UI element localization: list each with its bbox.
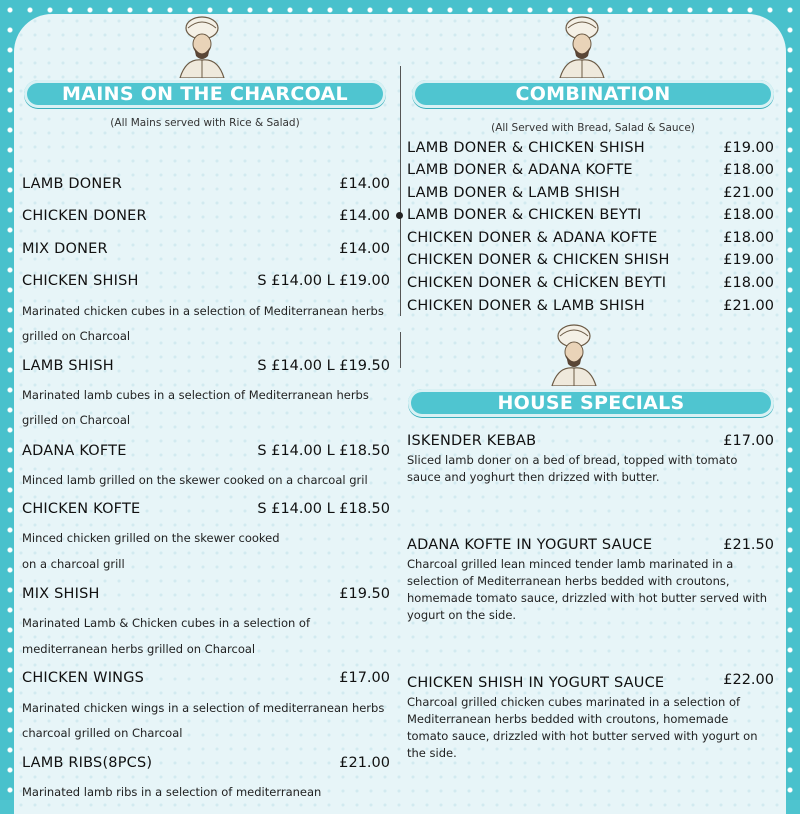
menu-item-price: £21.00 [723, 185, 774, 201]
column-divider [400, 66, 401, 316]
menu-item-desc: Mediterranean herbs bedded with croutons, homemade [407, 712, 729, 726]
menu-item-price: £14.00 [339, 241, 390, 257]
menu-item-desc: Minced chicken grilled on the skewer cooked [22, 531, 280, 545]
mains-title: MAINS ON THE CHARCOAL [24, 80, 386, 108]
menu-item-name: CHICKEN SHISH IN YOGURT SAUCE [407, 675, 665, 691]
menu-item-desc: sauce and yoghurt then drizzed with butter. [407, 470, 660, 484]
menu-item-name: ADANA KOFTE [22, 443, 127, 459]
menu-item-name: CHICKEN DONER & CHİCKEN BEYTI [407, 275, 667, 291]
combination-title: COMBINATION [412, 80, 774, 108]
menu-item-price: £18.00 [723, 207, 774, 223]
menu-item-price: £18.00 [723, 230, 774, 246]
menu-item-price: £18.00 [723, 162, 774, 178]
menu-item-desc: Charcoal grilled chicken cubes marinated in a selection of [407, 695, 741, 709]
menu-item-name: LAMB DONER [22, 176, 123, 192]
menu-item-desc: Marinated Lamb & Chicken cubes in a selection of [22, 616, 311, 630]
menu-item-price: £21.00 [339, 755, 390, 771]
menu-item-price: £21.00 [723, 298, 774, 314]
menu-item-price: £19.00 [723, 252, 774, 268]
menu-item-desc: grilled on Charcoal [22, 329, 131, 343]
menu-item-name: CHICKEN DONER [22, 208, 147, 224]
menu-item-desc: Marinated lamb ribs in a selection of mediterranean [22, 785, 322, 799]
menu-item-price: £18.00 [723, 275, 774, 291]
bullet-dot [396, 212, 403, 219]
menu-item-desc: Marinated lamb cubes in a selection of Mediterranean herbs [22, 388, 369, 402]
menu-item-desc: Charcoal grilled lean minced tender lamb marinated in a [407, 557, 734, 571]
menu-item-name: MIX DONER [22, 241, 108, 257]
menu-item-desc: Marinated chicken wings in a selection of mediterranean herbs [22, 701, 385, 715]
menu-item-name: ISKENDER KEBAB [407, 433, 537, 449]
menu-item-price: £17.00 [723, 433, 774, 449]
menu-item-name: CHICKEN KOFTE [22, 501, 141, 517]
menu-item-name: LAMB RIBS(8PCS) [22, 755, 153, 771]
menu-item-name: LAMB DONER & ADANA KOFTE [407, 162, 633, 178]
menu-item-price: £21.50 [723, 537, 774, 553]
menu-item-price: £22.00 [723, 672, 774, 688]
menu-item-price: £19.00 [723, 140, 774, 156]
menu-item-price: S £14.00 L £19.00 [257, 273, 390, 289]
menu-item-name: CHICKEN WINGS [22, 670, 145, 686]
column-divider [400, 332, 401, 368]
menu-item-name: ADANA KOFTE IN YOGURT SAUCE [407, 537, 653, 553]
menu-item-desc: the side. [407, 746, 457, 760]
menu-item-desc: tomato sauce, drizzled with hot butter served with yogurt on [407, 729, 758, 743]
sultan-portrait-icon [540, 322, 606, 386]
menu-item-desc: yogurt on the side. [407, 608, 517, 622]
menu-item-desc: charcoal grilled on Charcoal [22, 726, 183, 740]
mains-subtitle: (All Mains served with Rice & Salad) [110, 117, 300, 129]
menu-item-name: LAMB DONER & CHICKEN BEYTI [407, 207, 642, 223]
menu-item-name: CHICKEN DONER & CHICKEN SHISH [407, 252, 670, 268]
menu-item-desc: Marinated chicken cubes in a selection of Mediterranean herbs [22, 304, 384, 318]
menu-item-name: LAMB SHISH [22, 358, 114, 374]
menu-item-name: CHICKEN SHISH [22, 273, 139, 289]
menu-item-price: S £14.00 L £19.50 [257, 358, 390, 374]
combination-subtitle: (All Served with Bread, Salad & Sauce) [491, 122, 695, 134]
menu-item-desc: Sliced lamb doner on a bed of bread, topped with tomato [407, 453, 738, 467]
menu-item-desc: selection of Mediterranean herbs bedded with croutons, [407, 574, 730, 588]
menu-item-price: S £14.00 L £18.50 [257, 501, 390, 517]
menu-item-desc: homemade tomato sauce, drizzled with hot butter served with [407, 591, 768, 605]
menu-item-name: LAMB DONER & CHICKEN SHISH [407, 140, 645, 156]
menu-item-price: £17.00 [339, 670, 390, 686]
menu-item-name: CHICKEN DONER & LAMB SHISH [407, 298, 645, 314]
sultan-portrait-icon [548, 14, 614, 78]
menu-item-price: £19.50 [339, 586, 390, 602]
menu-item-name: LAMB DONER & LAMB SHISH [407, 185, 621, 201]
menu-item-name: CHICKEN DONER & ADANA KOFTE [407, 230, 658, 246]
menu-item-price: S £14.00 L £18.50 [257, 443, 390, 459]
menu-item-desc: grilled on Charcoal [22, 413, 131, 427]
menu-item-name: MIX SHISH [22, 586, 100, 602]
sultan-portrait-icon [168, 14, 234, 78]
menu-item-price: £14.00 [339, 176, 390, 192]
house-specials-title: HOUSE SPECIALS [408, 389, 774, 417]
menu-item-price: £14.00 [339, 208, 390, 224]
menu-item-desc: mediterranean herbs grilled on Charcoal [22, 642, 256, 656]
menu-item-desc: on a charcoal grill [22, 557, 125, 571]
menu-item-desc: Minced lamb grilled on the skewer cooked on a charcoal gril [22, 473, 368, 487]
